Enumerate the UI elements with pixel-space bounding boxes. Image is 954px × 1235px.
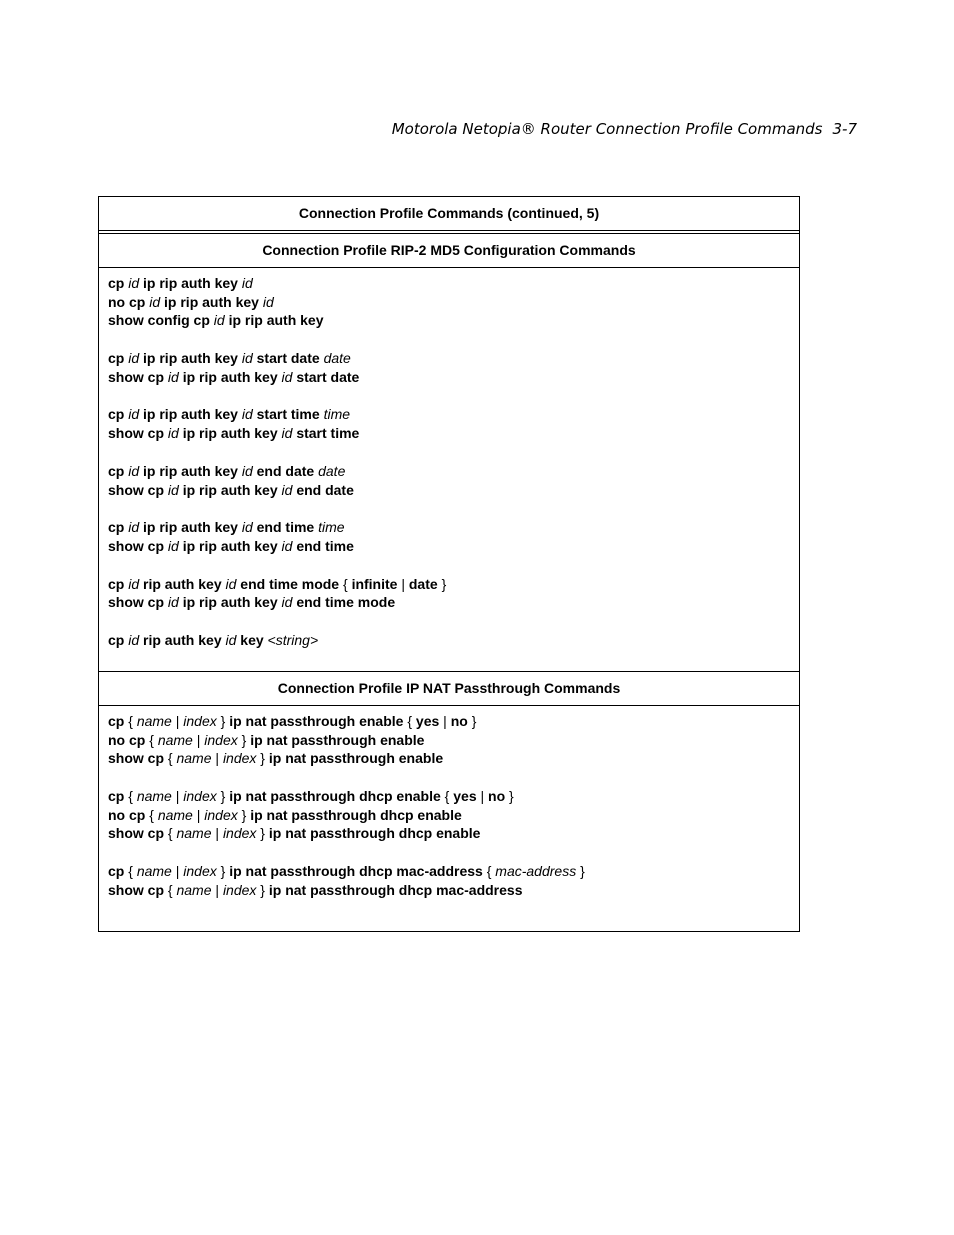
- command-keyword: ip rip auth key: [164, 293, 263, 310]
- command-keyword: cp: [108, 863, 129, 880]
- command-keyword: end time: [256, 519, 319, 536]
- command-parameter: name: [136, 713, 176, 729]
- section-heading-rip: Connection Profile RIP-2 MD5 Configuration Commands: [99, 234, 799, 268]
- command-keyword: start time: [256, 406, 324, 423]
- command-keyword: no: [450, 713, 472, 729]
- command-line: [108, 518, 790, 537]
- command-line: [108, 712, 790, 731]
- command-syntax: }: [441, 575, 447, 592]
- command-line: [108, 862, 790, 881]
- command-keyword: cp: [108, 275, 129, 291]
- command-syntax: }: [241, 806, 251, 823]
- command-table: [98, 196, 800, 932]
- command-keyword: ip nat passthrough dhcp enable: [268, 825, 481, 842]
- command-parameter: name: [176, 881, 216, 898]
- section-heading-nat: Connection Profile IP NAT Passthrough Commands: [99, 671, 799, 706]
- command-line: [108, 806, 790, 825]
- command-syntax: |: [175, 863, 184, 880]
- command-syntax: {: [128, 863, 137, 880]
- command-line: [108, 749, 790, 768]
- command-parameter: id: [149, 293, 165, 310]
- command-parameter: index: [183, 713, 221, 729]
- page-number: 3-7: [832, 120, 857, 138]
- command-keyword: cp: [108, 519, 129, 536]
- command-line: [108, 481, 790, 500]
- command-line: [108, 311, 790, 330]
- command-parameter: index: [222, 825, 261, 842]
- command-parameter: name: [157, 731, 197, 748]
- command-line: [108, 405, 790, 424]
- command-keyword: ip nat passthrough dhcp mac-address: [229, 863, 487, 880]
- command-parameter: index: [222, 881, 261, 898]
- command-parameter: <string>: [267, 631, 319, 648]
- command-parameter: index: [204, 731, 242, 748]
- command-line: [108, 881, 790, 900]
- command-group: [108, 274, 790, 330]
- command-keyword: no: [488, 788, 510, 805]
- table-title: Connection Profile Commands (continued, 5): [99, 197, 799, 234]
- command-syntax: {: [149, 806, 158, 823]
- command-line: [108, 462, 790, 481]
- command-keyword: end time mode: [296, 594, 396, 611]
- command-parameter: id: [241, 275, 253, 291]
- command-keyword: cp: [108, 406, 129, 423]
- command-parameter: id: [281, 368, 297, 385]
- command-syntax: |: [175, 713, 184, 729]
- command-line: [108, 575, 790, 594]
- command-keyword: date: [408, 575, 442, 592]
- command-syntax: |: [215, 750, 223, 767]
- section-body-rip: [99, 268, 799, 671]
- command-line: [108, 787, 790, 806]
- command-keyword: ip rip auth key: [182, 537, 282, 554]
- command-group: [108, 518, 790, 555]
- command-parameter: time: [318, 519, 345, 536]
- command-keyword: end time: [296, 537, 354, 554]
- command-keyword: ip rip auth key: [143, 519, 242, 536]
- command-parameter: id: [128, 631, 144, 648]
- command-keyword: show cp: [108, 750, 168, 767]
- command-keyword: no cp: [108, 731, 150, 748]
- command-keyword: no cp: [108, 293, 150, 310]
- command-keyword: ip rip auth key: [182, 481, 282, 498]
- command-keyword: show cp: [108, 594, 168, 611]
- command-keyword: start date: [256, 350, 324, 367]
- command-keyword: show config cp: [108, 312, 214, 329]
- command-parameter: id: [167, 425, 183, 442]
- command-parameter: id: [281, 594, 297, 611]
- command-keyword: ip rip auth key: [143, 350, 242, 367]
- command-keyword: infinite: [351, 575, 402, 592]
- command-syntax: }: [580, 863, 585, 880]
- command-syntax: {: [128, 713, 137, 729]
- command-syntax: }: [509, 788, 514, 805]
- command-line: [108, 731, 790, 750]
- command-line: [108, 368, 790, 387]
- command-parameter: id: [167, 594, 183, 611]
- command-keyword: cp: [108, 631, 129, 648]
- command-syntax: }: [241, 731, 251, 748]
- command-parameter: id: [281, 481, 297, 498]
- command-keyword: ip rip auth key: [228, 312, 324, 329]
- command-group: [108, 712, 790, 768]
- command-line: [108, 274, 790, 293]
- command-syntax: {: [342, 575, 352, 592]
- command-keyword: ip nat passthrough dhcp mac-address: [268, 881, 523, 898]
- command-line: [108, 593, 790, 612]
- command-parameter: id: [241, 462, 257, 479]
- command-keyword: yes: [453, 788, 481, 805]
- command-parameter: id: [241, 406, 257, 423]
- command-line: [108, 824, 790, 843]
- command-parameter: index: [204, 806, 242, 823]
- command-parameter: id: [241, 519, 257, 536]
- running-header: [392, 120, 857, 138]
- command-keyword: end time mode: [240, 575, 343, 592]
- command-keyword: ip rip auth key: [143, 406, 242, 423]
- command-parameter: id: [128, 350, 144, 367]
- command-parameter: name: [136, 863, 176, 880]
- command-keyword: cp: [108, 350, 129, 367]
- command-syntax: }: [471, 713, 477, 729]
- command-parameter: id: [225, 631, 241, 648]
- command-syntax: {: [167, 750, 177, 767]
- command-parameter: id: [281, 425, 297, 442]
- command-syntax: {: [149, 731, 158, 748]
- command-syntax: |: [175, 788, 184, 805]
- command-parameter: id: [167, 481, 183, 498]
- command-keyword: end date: [296, 481, 354, 498]
- command-group: [108, 575, 790, 612]
- section-body-nat: [99, 706, 799, 900]
- command-keyword: ip nat passthrough enable: [268, 750, 444, 767]
- command-parameter: name: [136, 788, 176, 805]
- command-parameter: id: [167, 368, 183, 385]
- command-syntax: }: [220, 863, 230, 880]
- command-parameter: id: [128, 275, 144, 291]
- command-syntax: |: [443, 713, 451, 729]
- command-parameter: time: [323, 406, 351, 423]
- command-syntax: {: [486, 863, 496, 880]
- command-parameter: id: [167, 537, 183, 554]
- command-keyword: ip nat passthrough dhcp enable: [250, 806, 462, 823]
- command-syntax: }: [260, 825, 269, 842]
- command-syntax: }: [260, 881, 269, 898]
- command-parameter: index: [222, 750, 261, 767]
- command-keyword: no cp: [108, 806, 150, 823]
- command-line: [108, 349, 790, 368]
- command-syntax: {: [167, 825, 177, 842]
- command-syntax: }: [220, 713, 230, 729]
- command-parameter: index: [183, 863, 221, 880]
- command-keyword: cp: [108, 575, 129, 592]
- command-syntax: |: [480, 788, 489, 805]
- command-parameter: id: [128, 462, 144, 479]
- command-keyword: rip auth key: [143, 631, 226, 648]
- command-keyword: ip nat passthrough dhcp enable: [229, 788, 445, 805]
- command-group: [108, 787, 790, 843]
- command-keyword: cp: [108, 713, 129, 729]
- command-syntax: |: [401, 575, 409, 592]
- command-parameter: date: [318, 462, 346, 479]
- command-parameter: mac-address: [495, 863, 581, 880]
- command-keyword: show cp: [108, 537, 168, 554]
- command-keyword: key: [240, 631, 268, 648]
- command-parameter: id: [281, 537, 297, 554]
- command-keyword: ip rip auth key: [182, 368, 282, 385]
- command-keyword: ip rip auth key: [182, 594, 282, 611]
- command-keyword: rip auth key: [143, 575, 226, 592]
- command-syntax: |: [196, 806, 205, 823]
- command-keyword: start date: [296, 368, 360, 385]
- command-syntax: {: [407, 713, 416, 729]
- command-parameter: index: [183, 788, 221, 805]
- command-group: [108, 462, 790, 499]
- command-group: [108, 862, 790, 899]
- command-keyword: ip rip auth key: [182, 425, 282, 442]
- command-syntax: |: [196, 731, 205, 748]
- command-keyword: yes: [415, 713, 444, 729]
- command-keyword: start time: [296, 425, 360, 442]
- command-keyword: ip nat passthrough enable: [250, 731, 425, 748]
- command-keyword: show cp: [108, 825, 168, 842]
- command-parameter: name: [176, 750, 216, 767]
- command-parameter: id: [128, 406, 144, 423]
- command-keyword: show cp: [108, 881, 168, 898]
- command-group: [108, 349, 790, 386]
- command-keyword: cp: [108, 462, 129, 479]
- command-syntax: |: [215, 881, 223, 898]
- command-keyword: ip rip auth key: [143, 275, 242, 291]
- command-syntax: {: [167, 881, 177, 898]
- command-line: [108, 537, 790, 556]
- command-parameter: id: [213, 312, 229, 329]
- command-keyword: show cp: [108, 425, 168, 442]
- command-parameter: id: [128, 575, 144, 592]
- command-syntax: {: [128, 788, 137, 805]
- command-keyword: ip rip auth key: [143, 462, 242, 479]
- command-parameter: id: [241, 350, 257, 367]
- header-title: Motorola Netopia® Router Connection Profile Commands: [391, 120, 823, 138]
- command-syntax: }: [260, 750, 269, 767]
- command-keyword: end date: [256, 462, 319, 479]
- command-parameter: name: [157, 806, 197, 823]
- command-keyword: cp: [108, 788, 129, 805]
- command-line: [108, 631, 790, 650]
- command-syntax: {: [444, 788, 454, 805]
- command-parameter: id: [225, 575, 241, 592]
- command-parameter: id: [262, 293, 274, 310]
- command-keyword: ip nat passthrough enable: [229, 713, 408, 729]
- command-syntax: |: [215, 825, 223, 842]
- command-parameter: id: [128, 519, 144, 536]
- command-parameter: name: [176, 825, 216, 842]
- command-line: [108, 293, 790, 312]
- command-keyword: show cp: [108, 481, 168, 498]
- command-syntax: }: [220, 788, 230, 805]
- command-group: [108, 631, 790, 650]
- command-line: [108, 424, 790, 443]
- command-parameter: date: [323, 350, 351, 367]
- command-keyword: show cp: [108, 368, 168, 385]
- command-group: [108, 405, 790, 442]
